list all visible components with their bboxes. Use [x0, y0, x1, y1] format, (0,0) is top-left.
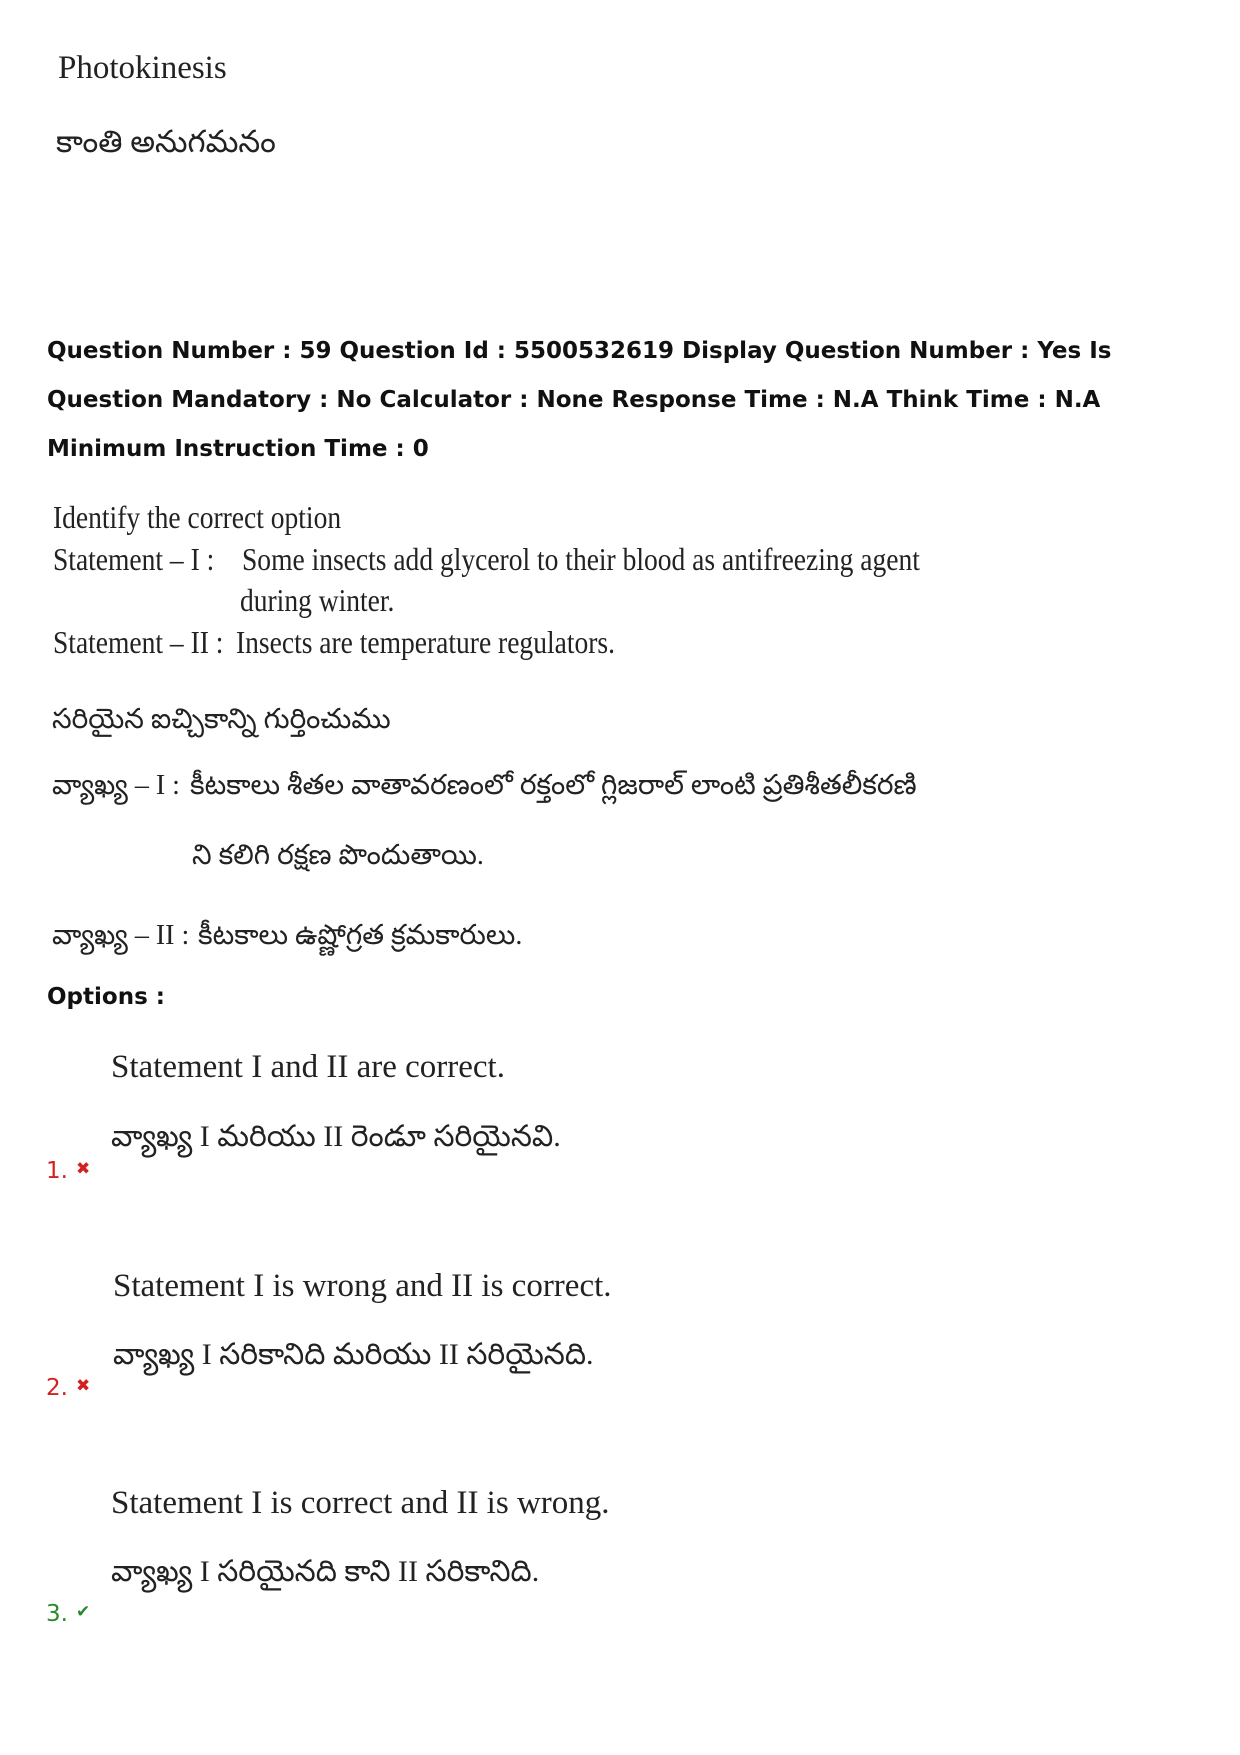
option-2-telugu: వ్యాఖ్య I సరికానిది మరియు II సరియైనది. [113, 1338, 594, 1371]
stem-instruction: Identify the correct option [53, 499, 342, 535]
stem-statement-2-text: Insects are temperature regulators. [236, 624, 615, 660]
stem-telugu-instruction: సరియైన ఐచ్చికాన్ని గుర్తించుము [52, 704, 391, 735]
options-heading: Options : [47, 984, 165, 1010]
stem-telugu-statement-1-continuation: ని కలిగి రక్షణ పొందుతాయి. [192, 840, 484, 871]
stem-statement-1-label: Statement – I : [53, 541, 215, 577]
option-1-telugu: వ్యాఖ్య I మరియు II రెండూ సరియైనవి. [111, 1120, 561, 1153]
cross-icon: ✖ [75, 1376, 91, 1396]
previous-option-telugu: కాంతి అనుగమనం [56, 124, 276, 159]
option-3-english: Statement I is correct and II is wrong. [111, 1485, 610, 1521]
option-3-marker [46, 1601, 90, 1627]
stem-telugu-statement-1-label: వ్యాఖ్య – I : [52, 770, 180, 801]
option-1-number: 1. [46, 1158, 68, 1184]
option-2-english: Statement I is wrong and II is correct. [113, 1268, 612, 1304]
option-3-telugu: వ్యాఖ్య I సరియైనది కాని II సరికానిది. [111, 1555, 540, 1588]
cross-icon: ✖ [75, 1159, 91, 1179]
option-2-number: 2. [46, 1375, 68, 1401]
stem-statement-1-continuation: during winter. [240, 582, 395, 618]
stem-statement-2-label: Statement – II : [53, 624, 224, 660]
option-1-marker [46, 1158, 90, 1184]
option-2-marker [46, 1375, 90, 1401]
previous-option-english: Photokinesis [58, 50, 227, 86]
option-1-english: Statement I and II are correct. [111, 1049, 505, 1085]
stem-statement-1-text: Some insects add glycerol to their blood as antifreezing agent [242, 541, 920, 577]
checkmark-icon: ✔ [75, 1602, 91, 1622]
stem-telugu-statement-2-label: వ్యాఖ్య – II : [52, 920, 190, 951]
option-3-number: 3. [46, 1601, 68, 1627]
question-metadata: Question Number : 59 Question Id : 5500532619 Display Question Number : Yes Is Question Mandatory : No Calculator : None Response Time : N.A Think Time : N.A Minimum Instruction Time : 0 [47, 338, 1112, 462]
stem-telugu-statement-2-text: కీటకాలు ఉష్ణోగ్రత క్రమకారులు. [198, 920, 523, 951]
stem-telugu-statement-1-text: కీటకాలు శీతల వాతావరణంలో రక్తంలో గ్లిజరాల్ లాంటి ప్రతిశీతలీకరణి [190, 770, 917, 801]
